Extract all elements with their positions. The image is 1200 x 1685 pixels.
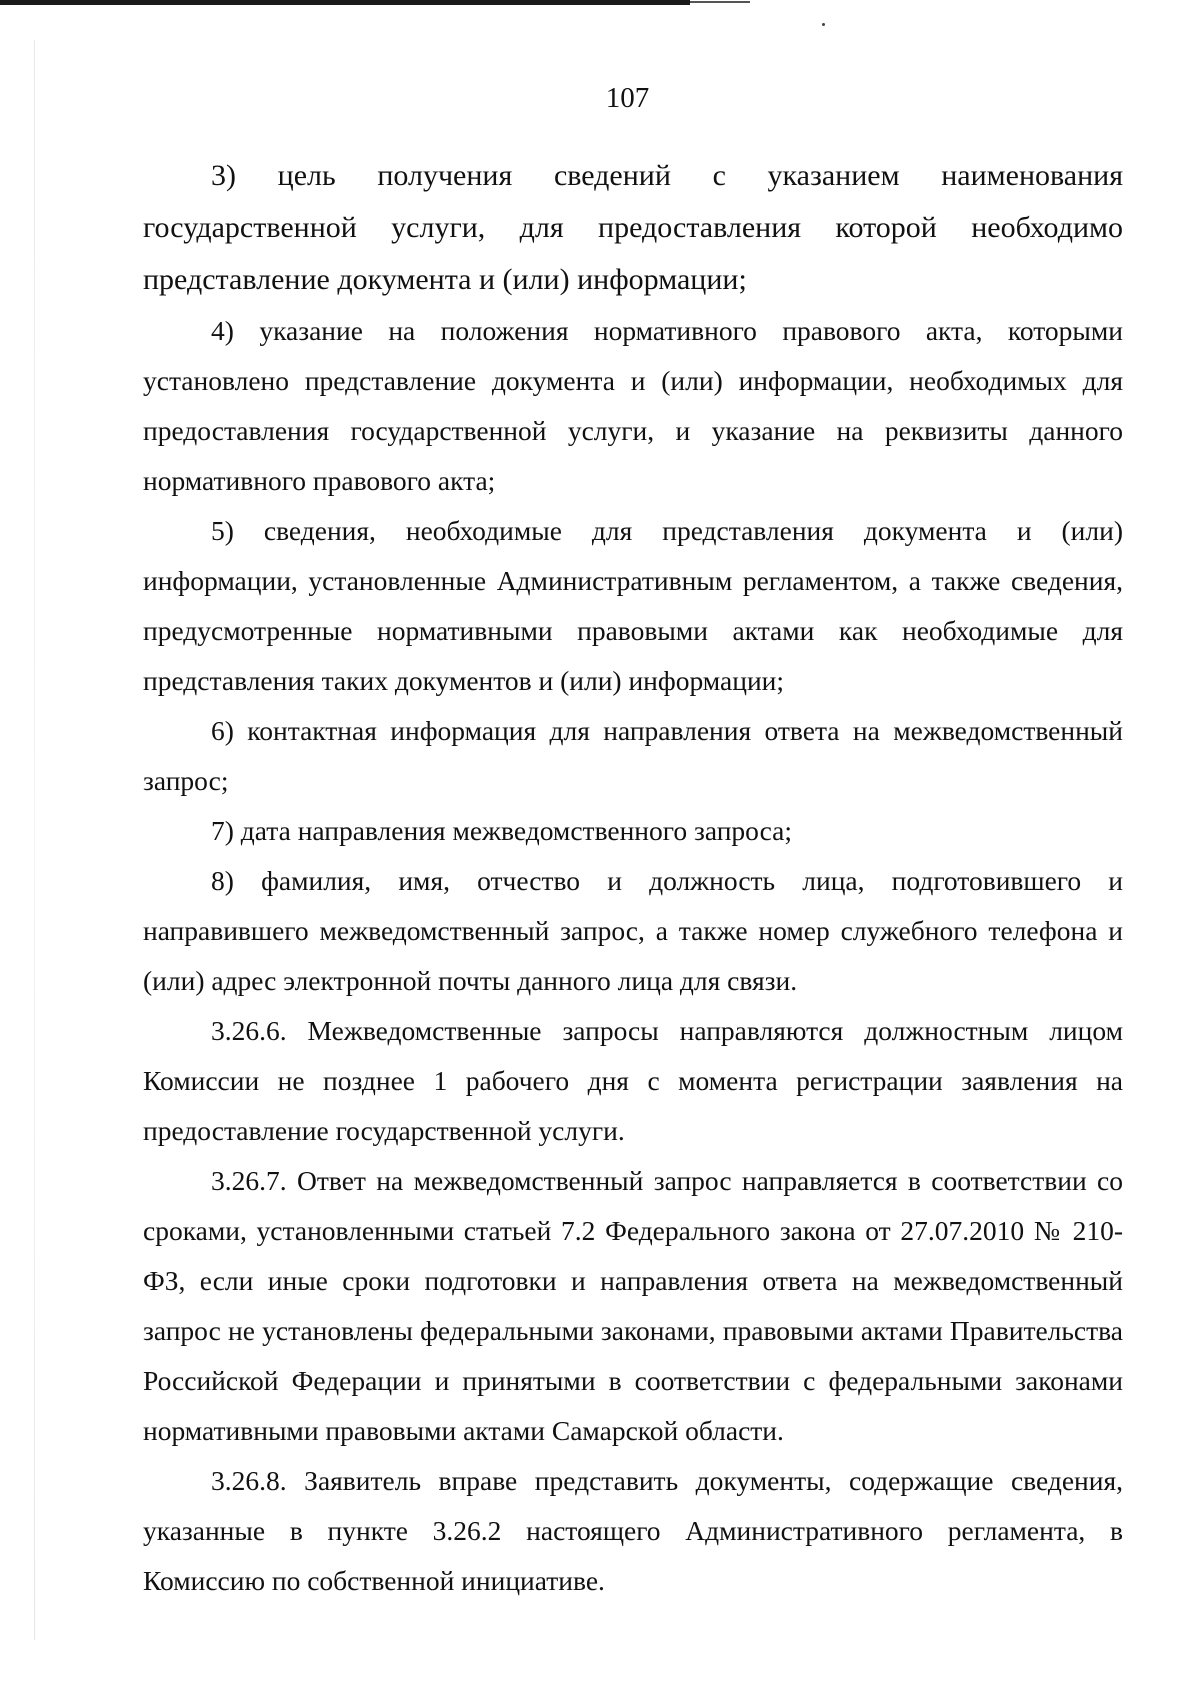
paragraph-item-5: 5) сведения, необходимые для представления документа и (или) информации, установленные Административным регламентом, а также сведения, предусмотренные нормативными правовыми актами как необходимые для представления таких документов и (или) информации;	[143, 515, 1123, 696]
paragraph-3-26-6: 3.26.6. Межведомственные запросы направляются должностным лицом Комиссии не позднее 1 рабочего дня с момента регистрации заявления на предоставление государственной услуги.	[143, 1015, 1123, 1146]
paragraph-item-8: 8) фамилия, имя, отчество и должность лица, подготовившего и направившего межведомственный запрос, а также номер служебного телефона и (или) адрес электронной почты данного лица для связи.	[143, 865, 1123, 996]
paragraph-item-6: 6) контактная информация для направления ответа на межведомственный запрос;	[143, 715, 1123, 796]
document-body	[143, 150, 1123, 1606]
paragraph-3-26-8: 3.26.8. Заявитель вправе представить документы, содержащие сведения, указанные в пункте 3.26.2 настоящего Административного регламента, в Комиссию по собственной инициативе.	[143, 1465, 1123, 1596]
scan-top-border-thin	[690, 1, 750, 3]
scan-left-edge	[34, 40, 35, 1640]
paragraph-item-7: 7) дата направления межведомственного запроса;	[211, 815, 792, 846]
paragraph-3-26-7: 3.26.7. Ответ на межведомственный запрос направляется в соответствии со сроками, установленными статьей 7.2 Федерального закона от 27.07.2010 № 210-ФЗ, если иные сроки подготовки и направления ответа на межведомственный запрос не установлены федеральными законами, правовыми актами Правительства Российской Федерации и принятыми в соответствии с федеральными законами нормативными правовыми актами Самарской области.	[143, 1165, 1123, 1446]
paragraph-item-3: 3) цель получения сведений с указанием наименования государственной услуги, для предоставления которой необходимо представление документа и (или) информации;	[143, 159, 1123, 296]
page-number: 107	[605, 82, 650, 114]
scan-dot	[822, 23, 825, 26]
paragraph-item-4: 4) указание на положения нормативного правового акта, которыми установлено представление документа и (или) информации, необходимых для предоставления государственной услуги, и указание на реквизиты данного нормативного правового акта;	[143, 315, 1123, 496]
scan-top-border	[0, 0, 690, 5]
